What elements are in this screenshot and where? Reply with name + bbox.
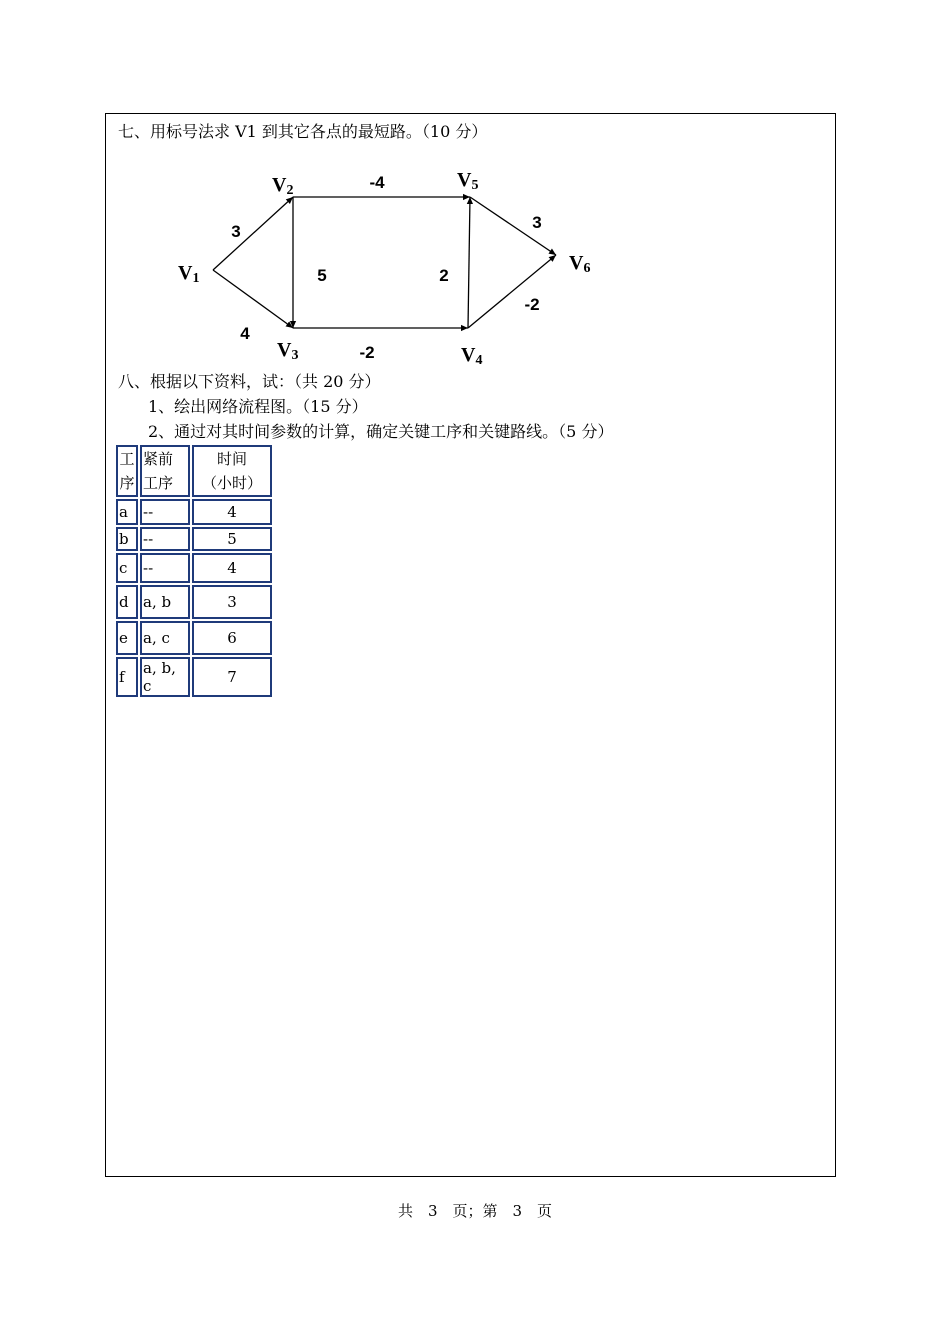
node-letter: V	[272, 174, 287, 196]
node-letter: V	[457, 169, 472, 191]
table-row	[116, 657, 272, 697]
node-subscript: 6	[583, 261, 591, 276]
cell-predecessor: --	[140, 527, 190, 551]
cell-process: d	[116, 585, 138, 619]
cell-predecessor: a, b, c	[140, 657, 190, 697]
cell-process: b	[116, 527, 138, 551]
node-letter: V	[569, 252, 584, 274]
question-8-title: 八、根据以下资料，试：（共 20 分）	[118, 372, 381, 391]
cell-predecessor: --	[140, 553, 190, 583]
cell-time: 3	[192, 585, 272, 619]
edge-weight-label: 5	[317, 266, 327, 285]
header-time: 时间 （小时）	[192, 445, 272, 497]
table-row	[116, 553, 272, 583]
cell-predecessor: a, b	[140, 585, 190, 619]
node-subscript: 3	[291, 348, 299, 363]
cell-time: 7	[192, 657, 272, 697]
process-table	[114, 443, 274, 699]
edge-v1-v3	[213, 270, 293, 328]
table-header-row	[116, 445, 272, 497]
node-label-v5	[457, 169, 478, 193]
edge-weight-label: -4	[369, 173, 385, 192]
edge-weight-label: 3	[231, 222, 241, 241]
node-label-v6	[569, 252, 590, 276]
node-label-v2	[272, 174, 293, 198]
node-label-v1	[178, 262, 199, 286]
question-8-item-1: 1、绘出网络流程图。（15 分）	[148, 397, 368, 416]
edge-weight-label: -2	[359, 343, 375, 362]
cell-process: c	[116, 553, 138, 583]
question-8-item-2: 2、通过对其时间参数的计算，确定关键工序和关键路线。（5 分）	[148, 422, 614, 441]
node-letter: V	[461, 344, 476, 366]
cell-predecessor: --	[140, 499, 190, 525]
node-subscript: 4	[475, 353, 483, 368]
cell-time: 5	[192, 527, 272, 551]
cell-process: e	[116, 621, 138, 655]
cell-time: 4	[192, 499, 272, 525]
node-subscript: 2	[286, 183, 294, 198]
table-row	[116, 527, 272, 551]
table-row	[116, 585, 272, 619]
cell-process: f	[116, 657, 138, 697]
cell-time: 6	[192, 621, 272, 655]
header-process: 工 序	[116, 445, 138, 497]
edge-weight-label: 2	[439, 266, 449, 285]
edge-v4-v5	[468, 197, 470, 328]
question-7-title: 七、用标号法求 V1 到其它各点的最短路。（10 分）	[118, 122, 488, 141]
shortest-path-graph	[0, 0, 950, 370]
node-subscript: 5	[471, 178, 479, 193]
page-footer: 共 3 页；第 3 页	[397, 1202, 553, 1220]
edge-v1-v2	[213, 197, 293, 270]
node-letter: V	[178, 262, 193, 284]
header-predecessor: 紧前 工序	[140, 445, 190, 497]
edge-v4-v6	[468, 255, 556, 328]
cell-time: 4	[192, 553, 272, 583]
cell-process: a	[116, 499, 138, 525]
node-subscript: 1	[192, 271, 200, 286]
node-label-v4	[461, 344, 482, 368]
edge-weight-label: -2	[524, 295, 540, 314]
edge-v5-v6	[470, 197, 556, 255]
table-row	[116, 499, 272, 525]
node-letter: V	[277, 339, 292, 361]
edge-weight-label: 3	[532, 213, 542, 232]
table-row	[116, 621, 272, 655]
cell-predecessor: a, c	[140, 621, 190, 655]
node-label-v3	[277, 339, 298, 363]
edge-weight-label: 4	[240, 324, 250, 343]
